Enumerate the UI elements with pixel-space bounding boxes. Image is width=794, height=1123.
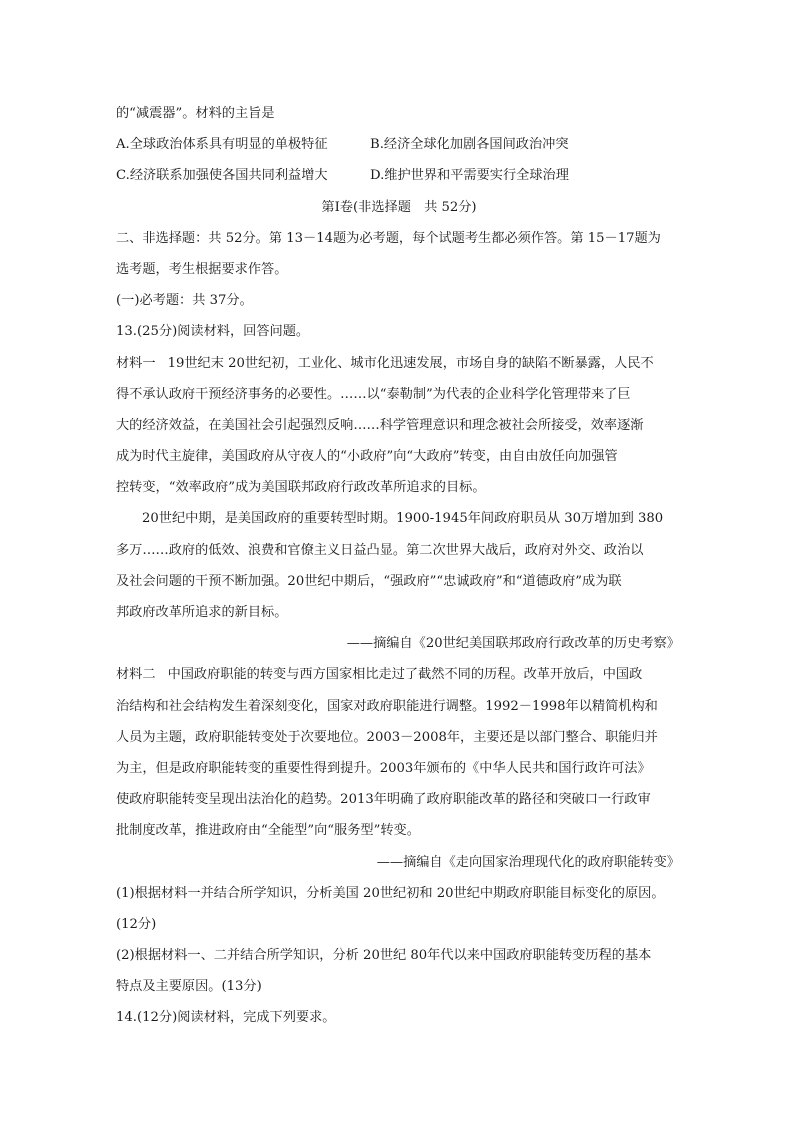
material1-para2-line-3: 及社会问题的干预不断加强。20世纪中期后，“强政府”“忠诚政府”和“道德政府”成为联 — [116, 573, 622, 589]
material2-source: ——摘编自《走向国家治理现代化的政府职能转变》 — [376, 854, 680, 870]
option-text: 全球政治体系具有明显的单极特征 — [129, 137, 328, 153]
options-row-1 — [116, 129, 682, 160]
material1-para2-line-1: 20世纪中期，是美国政府的重要转型时期。1900-1945年间政府职员从 30万增加到 380 — [142, 511, 664, 527]
option-d[interactable] — [370, 160, 569, 191]
instructions-line-1: 二、非选择题：共 52分。第 13－14题为必考题，每个试题考生都必须作答。第 15－17题为 — [116, 230, 661, 246]
sub-question-2-line-2: 特点及主要原因。(13分) — [116, 979, 262, 995]
q14-heading: 14.(12分)阅读材料，完成下列要求。 — [116, 1010, 336, 1026]
option-text: 经济全球化加剧各国间政治冲突 — [383, 137, 569, 153]
section-title: 第Ⅰ卷(非选择题 共 52分) — [321, 199, 477, 215]
material1-text: 19世纪末 20世纪初，工业化、城市化迅速发展，市场自身的缺陷不断暴露，人民不 — [167, 355, 654, 371]
option-label: D. — [370, 168, 385, 184]
material1-line-3: 大的经济效益，在美国社会引起强烈反响……科学管理意识和理念被社会所接受，效率逐渐 — [116, 417, 644, 433]
option-text: 经济联系加强使各国共同利益增大 — [129, 168, 328, 184]
material2-line-4: 为主，但是政府职能转变的重要性得到提升。2003年颁布的《中华人民共和国行政许可法》 — [116, 760, 651, 776]
option-a[interactable] — [116, 129, 370, 160]
material1-para2-line-4: 邦政府改革所追求的新目标。 — [116, 605, 288, 620]
option-label: A. — [116, 137, 130, 153]
material1-line-5: 控转变，“效率政府”成为美国联邦政府行政改革所追求的目标。 — [116, 480, 486, 496]
material1-line-4: 成为时代主旋律，美国政府从守夜人的“小政府”向“大政府”转变，由自由放任向加强管 — [116, 449, 618, 465]
material2-line-3: 人员为主题，政府职能转变处于次要地位。2003－2008年，主要还是以部门整合、职能归并 — [116, 729, 658, 745]
options-row-2 — [116, 160, 682, 191]
material2-text: 中国政府职能的转变与西方国家相比走过了截然不同的历程。改革开放后，中国政 — [167, 667, 643, 683]
material1-line-2: 得不承认政府干预经济事务的必要性。……以“泰勒制”为代表的企业科学化管理带来了巨 — [116, 386, 631, 402]
material1-line-1 — [116, 348, 682, 379]
sub-question-1-line-1: (1)根据材料一并结合所学知识，分析美国 20世纪初和 20世纪中期政府职能目标变化的原因。 — [116, 885, 665, 901]
option-c[interactable] — [116, 160, 370, 191]
instructions-line-2: 选考题，考生根据要求作答。 — [116, 261, 288, 277]
question-stem-end: 的“减震器”。材料的主旨是 — [116, 106, 275, 121]
material2-line-5: 使政府职能转变呈现出法治化的趋势。2013年明确了政府职能改革的路径和突破口一行政审 — [116, 792, 651, 808]
option-text: 维护世界和平需要实行全球治理 — [384, 168, 569, 184]
exam-page — [116, 98, 682, 1034]
q13-heading: 13.(25分)阅读材料，回答问题。 — [116, 324, 310, 340]
sub-question-2-line-1: (2)根据材料一、二并结合所学知识，分析 20世纪 80年代以来中国政府职能转变历程的基本 — [116, 948, 652, 964]
material2-line-6: 批制度改革，推进政府由“全能型”向“服务型”转变。 — [116, 823, 420, 839]
material2-label: 材料二 — [116, 667, 156, 683]
material2-line-1 — [116, 659, 682, 690]
sub-question-1-line-2: (12分) — [116, 916, 157, 932]
material1-para2-line-2: 多万……政府的低效、浪费和官僚主义日益凸显。第二次世界大战后，政府对外交、政治以 — [116, 542, 644, 558]
material1-source: ——摘编自《20世纪美国联邦政府行政改革的历史考察》 — [346, 636, 680, 652]
option-b[interactable] — [370, 129, 569, 160]
option-label: B. — [370, 137, 384, 153]
required-section-heading: (一)必考题：共 37分。 — [116, 293, 253, 309]
material1-label: 材料一 — [116, 355, 156, 371]
material2-line-2: 治结构和社会结构发生着深刻变化，国家对政府职能进行调整。1992－1998年以精简机构和 — [116, 698, 658, 714]
option-label: C. — [116, 168, 130, 184]
